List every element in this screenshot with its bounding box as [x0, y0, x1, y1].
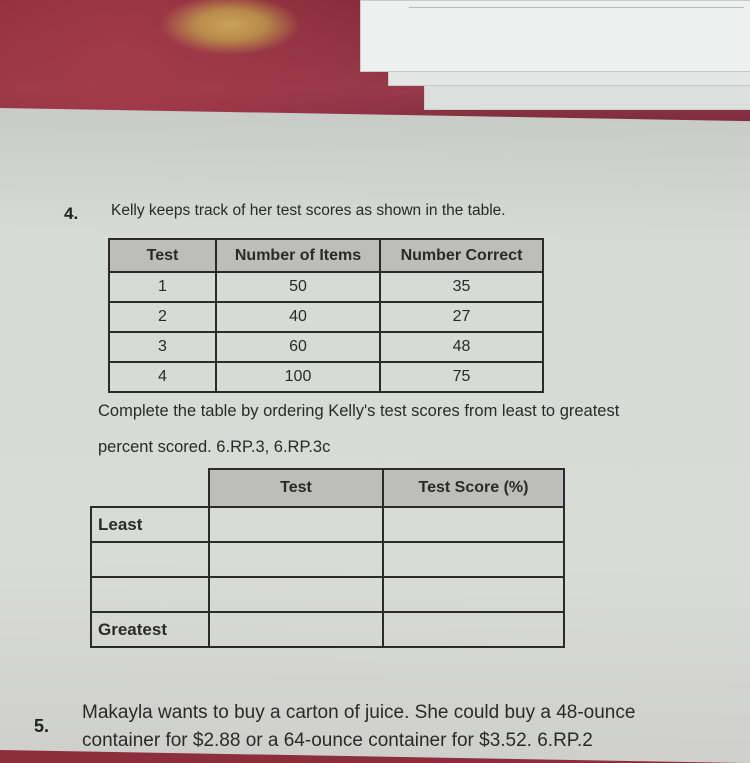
cell-correct: 27	[380, 302, 543, 332]
question-4-text: Kelly keeps track of her test scores as shown in the table.	[111, 202, 506, 219]
cell-test: 4	[109, 362, 216, 392]
order-table	[90, 468, 565, 648]
question-5-line-1: Makayla wants to buy a carton of juice. She could buy a 48-ounce	[82, 702, 636, 723]
header-test: Test	[209, 469, 383, 507]
instruction-line-1: Complete the table by ordering Kelly's test scores from least to greatest	[98, 402, 620, 420]
table-row	[109, 362, 543, 392]
answer-cell-test[interactable]	[209, 612, 383, 647]
row-label-greatest: Greatest	[91, 612, 209, 647]
table-row	[109, 332, 543, 362]
header-score: Test Score (%)	[383, 469, 564, 507]
cell-test: 2	[109, 302, 216, 332]
answer-cell-score[interactable]	[383, 507, 564, 542]
cell-correct: 75	[380, 362, 543, 392]
cell-items: 100	[216, 362, 380, 392]
cell-correct: 48	[380, 332, 543, 362]
table-row	[91, 507, 564, 542]
question-5-line-2: container for $2.88 or a 64-ounce container for $3.52. 6.RP.2	[82, 730, 593, 751]
row-label-least: Least	[91, 507, 209, 542]
header-test: Test	[109, 239, 216, 272]
instruction-line-2: percent scored. 6.RP.3, 6.RP.3c	[98, 438, 331, 456]
cell-test: 3	[109, 332, 216, 362]
question-5-number: 5.	[34, 716, 50, 736]
table-row	[109, 302, 543, 332]
table-row	[91, 542, 564, 577]
answer-cell-test[interactable]	[209, 507, 383, 542]
table-row	[91, 612, 564, 647]
header-items: Number of Items	[216, 239, 380, 272]
cell-correct: 35	[380, 272, 543, 302]
cell-items: 50	[216, 272, 380, 302]
answer-cell-test[interactable]	[209, 542, 383, 577]
answer-cell-test[interactable]	[209, 577, 383, 612]
answer-cell-score[interactable]	[383, 577, 564, 612]
answer-cell-score[interactable]	[383, 612, 564, 647]
scores-table	[108, 238, 544, 393]
answer-cell-score[interactable]	[383, 542, 564, 577]
table-row	[109, 272, 543, 302]
table-header-row	[109, 239, 543, 272]
question-4-number: 4.	[64, 204, 79, 223]
table-header-row	[91, 469, 564, 507]
cell-items: 40	[216, 302, 380, 332]
blank-header	[91, 469, 209, 507]
table-row	[91, 577, 564, 612]
header-correct: Number Correct	[380, 239, 543, 272]
row-label	[91, 542, 209, 577]
row-label	[91, 577, 209, 612]
cell-test: 1	[109, 272, 216, 302]
cell-items: 60	[216, 332, 380, 362]
